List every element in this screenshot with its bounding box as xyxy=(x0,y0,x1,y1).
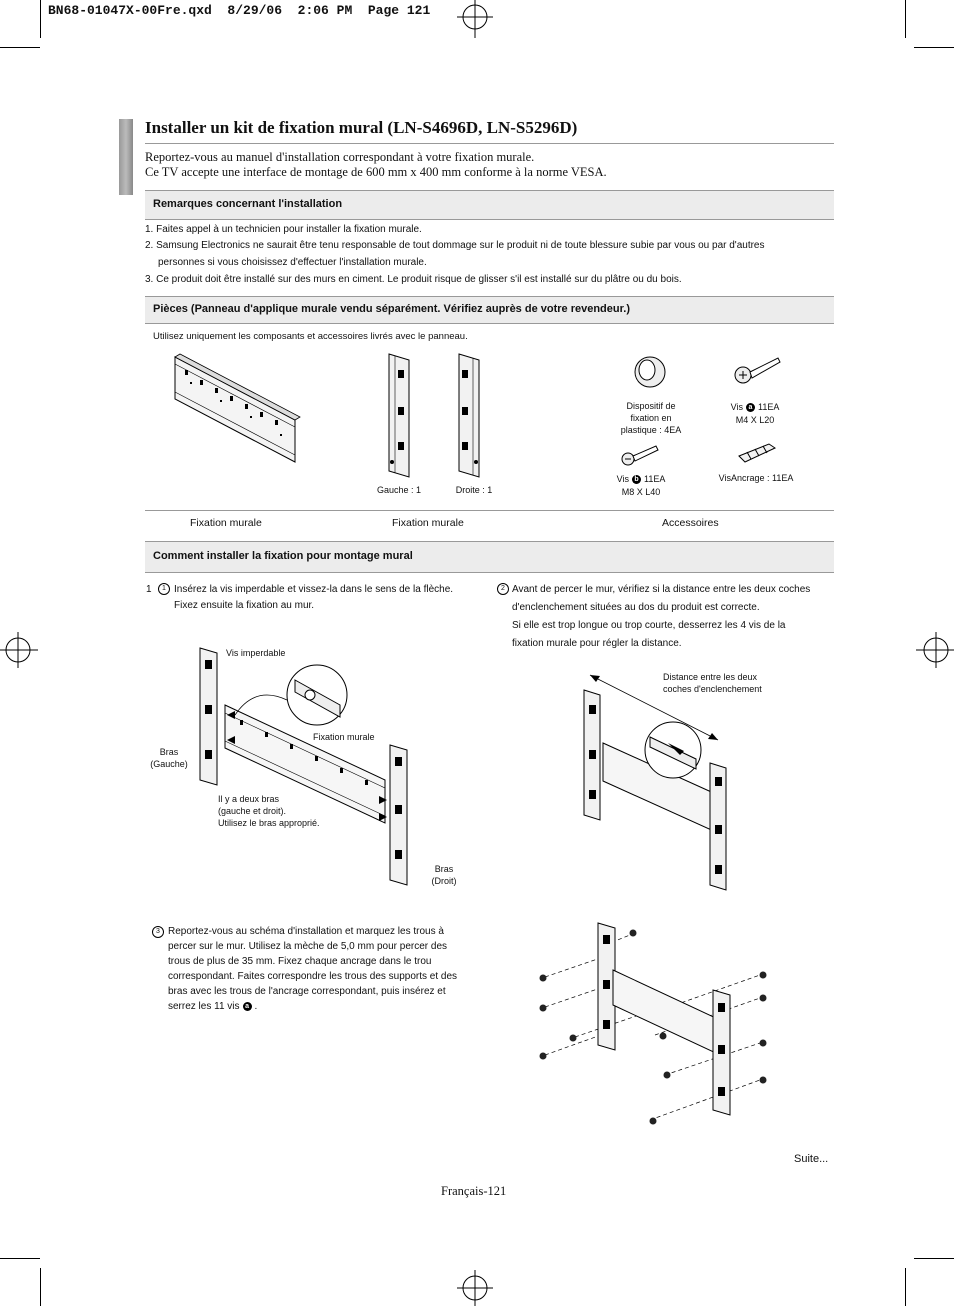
registration-mark xyxy=(455,1266,495,1306)
crop-mark xyxy=(914,47,954,48)
left-arm-illustration xyxy=(385,352,415,480)
spacer-label: Dispositif de xyxy=(626,401,676,411)
label-bras-gauche: Bras xyxy=(159,747,179,757)
install-heading-band xyxy=(145,541,834,573)
step1-text: Fixez ensuite la fixation au mur. xyxy=(174,600,315,611)
step3-text: bras avec les trous de l'ancrage correspondant, puis insérez et xyxy=(168,986,446,997)
step2-distance-diagram xyxy=(578,665,748,900)
screw-b-icon xyxy=(620,443,660,468)
step3-marker-icon: 3 xyxy=(152,926,164,938)
step3-text: correspondant. Faites correspondre les trous des supports et des xyxy=(168,971,458,982)
screw-a-icon xyxy=(733,355,783,390)
screw-b-size: M8 X L40 xyxy=(621,487,661,497)
label-arm-note: (gauche et droit). xyxy=(218,806,287,816)
screw-b-label xyxy=(606,474,676,485)
screw-b-qty: 11EA xyxy=(643,474,666,484)
right-arm-illustration xyxy=(455,352,485,480)
label-arm-note: Il y a deux bras xyxy=(218,794,280,804)
screw-b-prefix: Vis xyxy=(616,474,629,484)
registration-mark xyxy=(914,630,954,670)
screw-a-label xyxy=(720,402,790,413)
right-arm-label: Droite : 1 xyxy=(455,485,493,495)
step3-text-end: . xyxy=(254,1001,258,1012)
caption-wall-mount-arms: Fixation murale xyxy=(392,517,464,529)
step3-text: serrez les 11 vis xyxy=(168,1001,240,1012)
step2-text: Si elle est trop longue ou trop courte, desserrez les 4 vis de la xyxy=(512,620,786,631)
section-side-bar xyxy=(119,119,133,195)
parts-heading-band xyxy=(145,296,834,324)
anchor-icon xyxy=(735,438,780,468)
install-heading: Comment installer la fixation pour montage mural xyxy=(153,550,413,562)
screw-a-prefix: Vis xyxy=(730,402,743,412)
plastic-spacer-icon xyxy=(630,352,670,392)
spacer-label: plastique : 4EA xyxy=(620,425,682,435)
note-item: 2. Samsung Electronics ne saurait être tenu responsable de tout dommage sur le produit ni de toute blessure subie par vous ou par d'autres xyxy=(145,240,765,251)
page-number: Français-121 xyxy=(441,1184,507,1198)
registration-mark xyxy=(455,0,495,40)
parts-caption-rule xyxy=(145,510,834,511)
note-item: 3. Ce produit doit être installé sur des murs en ciment. Le produit risque de glisser s'il est installé sur du plâtre ou du bois. xyxy=(145,274,682,285)
note-item: personnes si vous choisissez d'effectuer l'installation murale. xyxy=(158,257,427,268)
label-vis-imperdable: Vis imperdable xyxy=(226,648,286,658)
screw-a-badge-icon: a xyxy=(746,403,755,412)
page-title: Installer un kit de fixation mural (LN-S4696D, LN-S5296D) xyxy=(145,118,578,137)
spacer-label: fixation en xyxy=(630,413,672,423)
label-bras-droit: (Droit) xyxy=(431,876,457,886)
title-rule xyxy=(145,143,834,144)
crop-mark xyxy=(914,1258,954,1259)
wall-bracket-illustration xyxy=(170,352,310,467)
crop-mark xyxy=(40,0,41,38)
step1-marker-icon: 1 xyxy=(158,583,170,595)
intro-line: Reportez-vous au manuel d'installation correspondant à votre fixation murale. xyxy=(145,150,535,164)
suite-label: Suite... xyxy=(794,1153,829,1165)
left-arm-label: Gauche : 1 xyxy=(376,485,422,495)
step3-screws-diagram xyxy=(535,915,775,1135)
step2-marker-icon: 2 xyxy=(497,583,509,595)
crop-mark xyxy=(40,1268,41,1306)
crop-mark xyxy=(905,1268,906,1306)
step1-text: Insérez la vis imperdable et vissez-la dans le sens de la flèche. xyxy=(174,584,454,595)
step1-assembly-diagram xyxy=(195,645,435,895)
caption-wall-mount: Fixation murale xyxy=(190,517,262,529)
anchor-label: VisAncrage : 11EA xyxy=(718,473,794,483)
notes-heading: Remarques concernant l'installation xyxy=(153,198,343,210)
step3-text: trous de plus de 35 mm. Fixez chaque ancrage dans le trou xyxy=(168,956,432,967)
caption-accessories: Accessoires xyxy=(662,517,719,529)
step2-text: fixation murale pour régler la distance. xyxy=(512,638,682,649)
screw-b-badge-icon: b xyxy=(632,475,641,484)
step2-text: d'enclenchement situées au dos du produit est correcte. xyxy=(512,602,760,613)
notes-heading-band xyxy=(145,190,834,220)
label-fixation-murale: Fixation murale xyxy=(313,732,375,742)
registration-mark xyxy=(0,630,40,670)
crop-mark xyxy=(0,47,40,48)
label-bras-droit: Bras xyxy=(434,864,454,874)
crop-mark xyxy=(905,0,906,38)
parts-heading: Pièces (Panneau d'applique murale vendu séparément. Vérifiez auprès de votre revendeur.) xyxy=(153,303,631,315)
crop-mark xyxy=(0,1258,40,1259)
step2-text: Avant de percer le mur, vérifiez si la distance entre les deux coches xyxy=(512,584,811,595)
note-item: 1. Faites appel à un technicien pour installer la fixation murale. xyxy=(145,224,422,235)
step3-text-last xyxy=(168,999,257,1014)
step3-text: Reportez-vous au schéma d'installation et marquez les trous à xyxy=(168,926,444,937)
step3-text: percer sur le mur. Utilisez la mèche de 5,0 mm pour percer des xyxy=(168,941,447,952)
file-info: BN68-01047X-00Fre.qxd 8/29/06 2:06 PM Page 121 xyxy=(48,3,431,18)
screw-a-badge-icon: a xyxy=(243,1002,252,1011)
intro-line: Ce TV accepte une interface de montage de 600 mm x 400 mm conforme à la norme VESA. xyxy=(145,165,607,179)
label-distance: Distance entre les deux xyxy=(663,672,758,682)
label-arm-note: Utilisez le bras approprié. xyxy=(218,818,320,828)
screw-a-qty: 11EA xyxy=(757,402,780,412)
label-distance: coches d'enclenchement xyxy=(663,684,762,694)
parts-instruction: Utilisez uniquement les composants et accessoires livrés avec le panneau. xyxy=(153,331,468,342)
step-number: 1 xyxy=(146,584,152,595)
screw-a-size: M4 X L20 xyxy=(735,415,775,425)
label-bras-gauche: (Gauche) xyxy=(150,759,188,769)
